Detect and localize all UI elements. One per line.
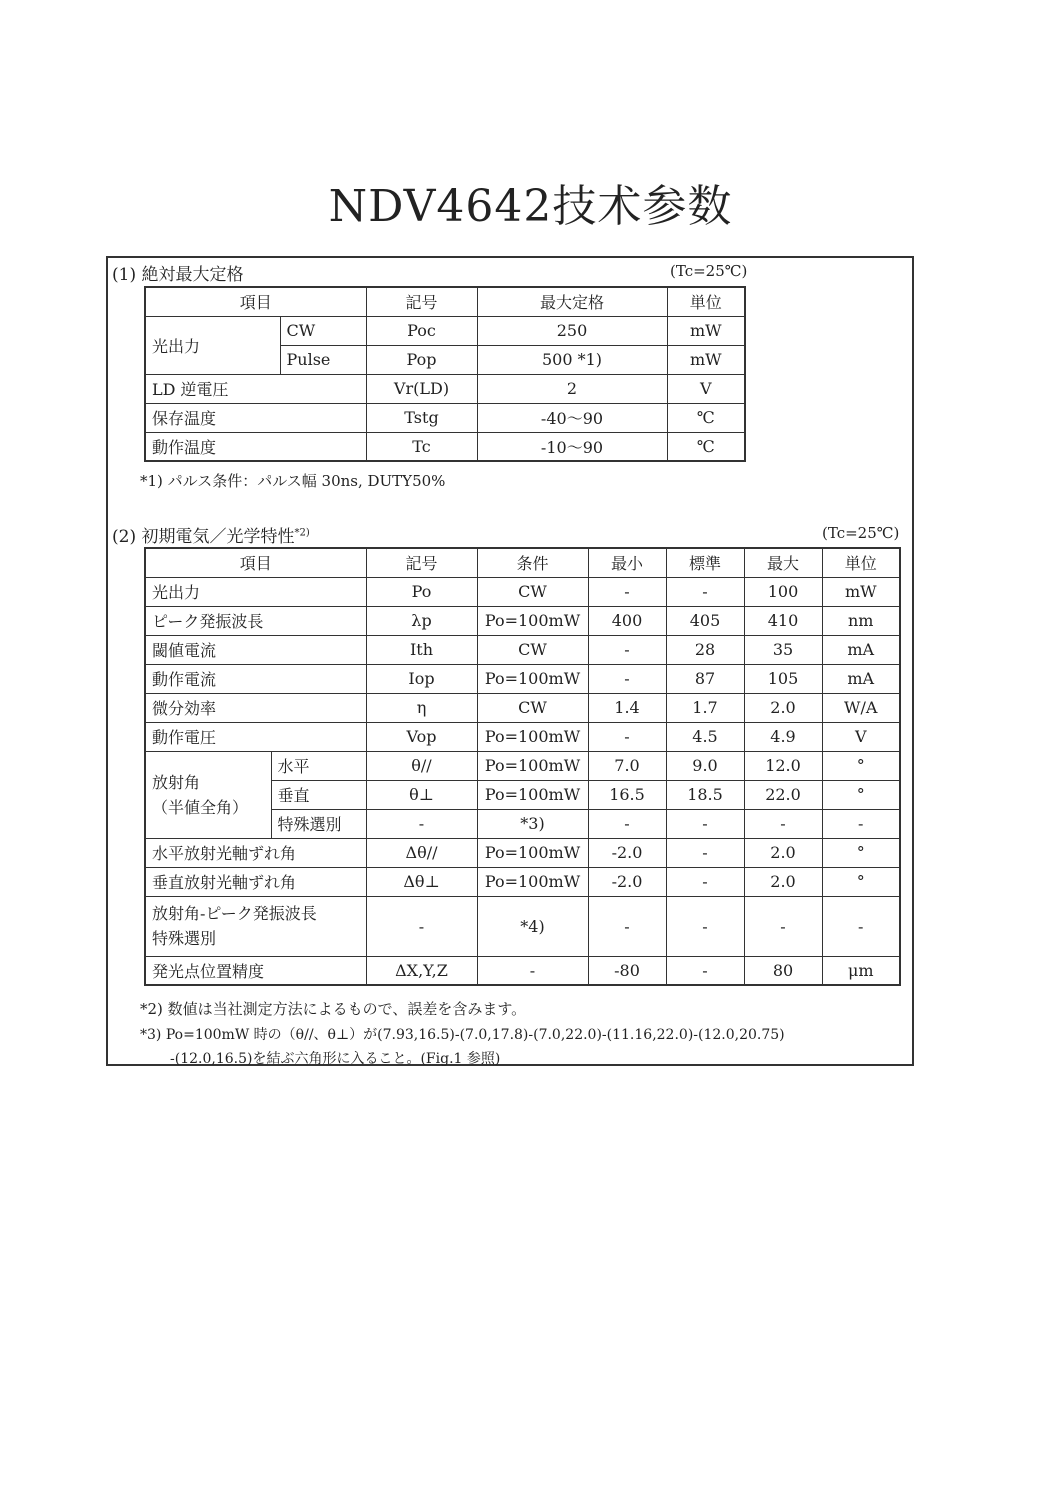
row-sub: Pulse [280, 345, 366, 374]
row-symbol: Pop [366, 345, 477, 374]
row-typ: - [666, 867, 744, 896]
row-cond: Po=100mW [477, 722, 588, 751]
row-item: 動作温度 [145, 432, 366, 461]
row-cond: CW [477, 693, 588, 722]
row-cond: - [477, 956, 588, 985]
row-symbol: - [366, 809, 477, 838]
header-symbol: 記号 [366, 287, 477, 316]
row-symbol: Δθ// [366, 838, 477, 867]
row-max: 2.0 [744, 838, 822, 867]
row-min: - [588, 809, 666, 838]
row-max: 4.9 [744, 722, 822, 751]
row-typ: - [666, 577, 744, 606]
row-unit: ℃ [667, 403, 745, 432]
row-unit: nm [822, 606, 900, 635]
row-min: - [588, 635, 666, 664]
row-unit: ° [822, 780, 900, 809]
header-typ: 標準 [666, 548, 744, 577]
row-symbol: Δθ⊥ [366, 867, 477, 896]
row-max: 2.0 [744, 867, 822, 896]
row-typ: 28 [666, 635, 744, 664]
row-symbol: Ith [366, 635, 477, 664]
table-row [145, 577, 900, 606]
row-max: 105 [744, 664, 822, 693]
row-item: ピーク発振波長 [145, 606, 366, 635]
row-max: 35 [744, 635, 822, 664]
row-symbol: λp [366, 606, 477, 635]
row-unit: W/A [822, 693, 900, 722]
row-item: 水平放射光軸ずれ角 [145, 838, 366, 867]
row-cond: *3) [477, 809, 588, 838]
page-title: NDV4642技术参数 [328, 181, 733, 232]
row-unit: mA [822, 635, 900, 664]
table-row [145, 374, 745, 403]
row-value: -10～90 [477, 432, 667, 461]
section1-heading: (1) 絶対最大定格 [112, 265, 244, 285]
header-item: 項目 [145, 287, 366, 316]
row-unit: μm [822, 956, 900, 985]
absolute-max-table [144, 286, 746, 462]
row-max: - [744, 809, 822, 838]
row-unit: V [667, 374, 745, 403]
row-cond: CW [477, 577, 588, 606]
row-item: 光出力 [145, 316, 280, 374]
row-typ: 9.0 [666, 751, 744, 780]
header-max: 最大定格 [477, 287, 667, 316]
header-cond: 条件 [477, 548, 588, 577]
row-item: LD 逆電圧 [145, 374, 366, 403]
row-symbol: Po [366, 577, 477, 606]
row-max: 410 [744, 606, 822, 635]
table-row [145, 838, 900, 867]
row-max: - [744, 896, 822, 956]
row-value: -40～90 [477, 403, 667, 432]
row-unit: ° [822, 838, 900, 867]
row-unit: ° [822, 867, 900, 896]
row-min: -2.0 [588, 838, 666, 867]
row-cond: *4) [477, 896, 588, 956]
row-max: 2.0 [744, 693, 822, 722]
table-row [145, 606, 900, 635]
table-row [145, 635, 900, 664]
row-cond: Po=100mW [477, 606, 588, 635]
row-max: 12.0 [744, 751, 822, 780]
row-max: 80 [744, 956, 822, 985]
row-cond: Po=100mW [477, 867, 588, 896]
row-cond: Po=100mW [477, 664, 588, 693]
table-row [145, 432, 745, 461]
row-min: - [588, 577, 666, 606]
row-cond: Po=100mW [477, 780, 588, 809]
row-item-line1: 放射角 [152, 772, 201, 792]
row-symbol: η [366, 693, 477, 722]
row-sub: 水平 [271, 751, 366, 780]
header-symbol: 記号 [366, 548, 477, 577]
header-max: 最大 [744, 548, 822, 577]
row-typ: 1.7 [666, 693, 744, 722]
row-item-special [145, 896, 366, 956]
row-unit: mW [667, 345, 745, 374]
row-min: 7.0 [588, 751, 666, 780]
row-item: 微分効率 [145, 693, 366, 722]
spec-frame [106, 256, 914, 1066]
row-max: 22.0 [744, 780, 822, 809]
table-row [145, 693, 900, 722]
table-row [145, 956, 900, 985]
row-symbol: Iop [366, 664, 477, 693]
row-item: 垂直放射光軸ずれ角 [145, 867, 366, 896]
table-row [145, 722, 900, 751]
table-row [145, 403, 745, 432]
row-unit: V [822, 722, 900, 751]
row-min: - [588, 664, 666, 693]
row-min: -2.0 [588, 867, 666, 896]
row-sub: CW [280, 316, 366, 345]
header-min: 最小 [588, 548, 666, 577]
row-unit: - [822, 809, 900, 838]
row-unit: mW [822, 577, 900, 606]
row-sub: 垂直 [271, 780, 366, 809]
row-unit: ℃ [667, 432, 745, 461]
row-unit: ° [822, 751, 900, 780]
row-min: -80 [588, 956, 666, 985]
section1-tc: (Tc=25℃) [670, 262, 748, 280]
row-typ: - [666, 956, 744, 985]
row-typ: - [666, 838, 744, 867]
header-item: 項目 [145, 548, 366, 577]
row-typ: 4.5 [666, 722, 744, 751]
row-item: 動作電流 [145, 664, 366, 693]
row-min: 1.4 [588, 693, 666, 722]
row-item: 発光点位置精度 [145, 956, 366, 985]
note-1: *1) パルス条件：パルス幅 30ns, DUTY50% [140, 472, 446, 490]
row-typ: 405 [666, 606, 744, 635]
row-value: 250 [477, 316, 667, 345]
note-3-line1: *3) Po=100mW 時の（θ//、θ⊥）が(7.93,16.5)-(7.0,17.8)-(7.0,22.0)-(11.16,22.0)-(12.0,20.75) [140, 1027, 785, 1043]
table-row [145, 867, 900, 896]
row-min: 400 [588, 606, 666, 635]
header-unit: 単位 [667, 287, 745, 316]
row-typ: - [666, 896, 744, 956]
row-item: 光出力 [145, 577, 366, 606]
row-value: 500 *1) [477, 345, 667, 374]
row-sub: 特殊選別 [271, 809, 366, 838]
row-unit: mW [667, 316, 745, 345]
note-2: *2) 数値は当社測定方法によるもので、誤差を含みます。 [140, 1000, 527, 1018]
row-cond: CW [477, 635, 588, 664]
row-item-line2: 特殊選別 [152, 929, 217, 948]
row-unit: - [822, 896, 900, 956]
row-symbol: Vop [366, 722, 477, 751]
row-value: 2 [477, 374, 667, 403]
row-item: 閾値電流 [145, 635, 366, 664]
row-symbol: Vr(LD) [366, 374, 477, 403]
row-min: - [588, 722, 666, 751]
row-item-beam-angle [145, 751, 271, 838]
row-symbol: θ⊥ [366, 780, 477, 809]
row-symbol: Tstg [366, 403, 477, 432]
row-cond: Po=100mW [477, 751, 588, 780]
row-item: 動作電圧 [145, 722, 366, 751]
table-row [145, 896, 900, 956]
section2-heading [112, 522, 310, 547]
row-item-line1: 放射角-ピーク発振波長 [152, 904, 317, 923]
table-row [145, 664, 900, 693]
row-symbol: ΔX,Y,Z [366, 956, 477, 985]
electro-optical-table [144, 547, 901, 986]
row-cond: Po=100mW [477, 838, 588, 867]
row-typ: 18.5 [666, 780, 744, 809]
section2-heading-text: (2) 初期電気／光学特性 [112, 527, 295, 547]
header-unit: 単位 [822, 548, 900, 577]
row-symbol: Tc [366, 432, 477, 461]
table-row [145, 316, 745, 345]
row-min: - [588, 896, 666, 956]
row-max: 100 [744, 577, 822, 606]
row-symbol: - [366, 896, 477, 956]
note-3-line2: -(12.0,16.5)を結ぶ六角形に入ること。(Fig.1 参照) [170, 1051, 501, 1067]
section2-tc: (Tc=25℃) [822, 524, 900, 542]
row-symbol: Poc [366, 316, 477, 345]
table-row [145, 751, 900, 780]
row-symbol: θ// [366, 751, 477, 780]
row-typ: - [666, 809, 744, 838]
section2-heading-sup: *2) [294, 527, 310, 539]
row-item-line2: （半値全角） [152, 797, 249, 817]
row-min: 16.5 [588, 780, 666, 809]
row-item: 保存温度 [145, 403, 366, 432]
row-typ: 87 [666, 664, 744, 693]
row-unit: mA [822, 664, 900, 693]
